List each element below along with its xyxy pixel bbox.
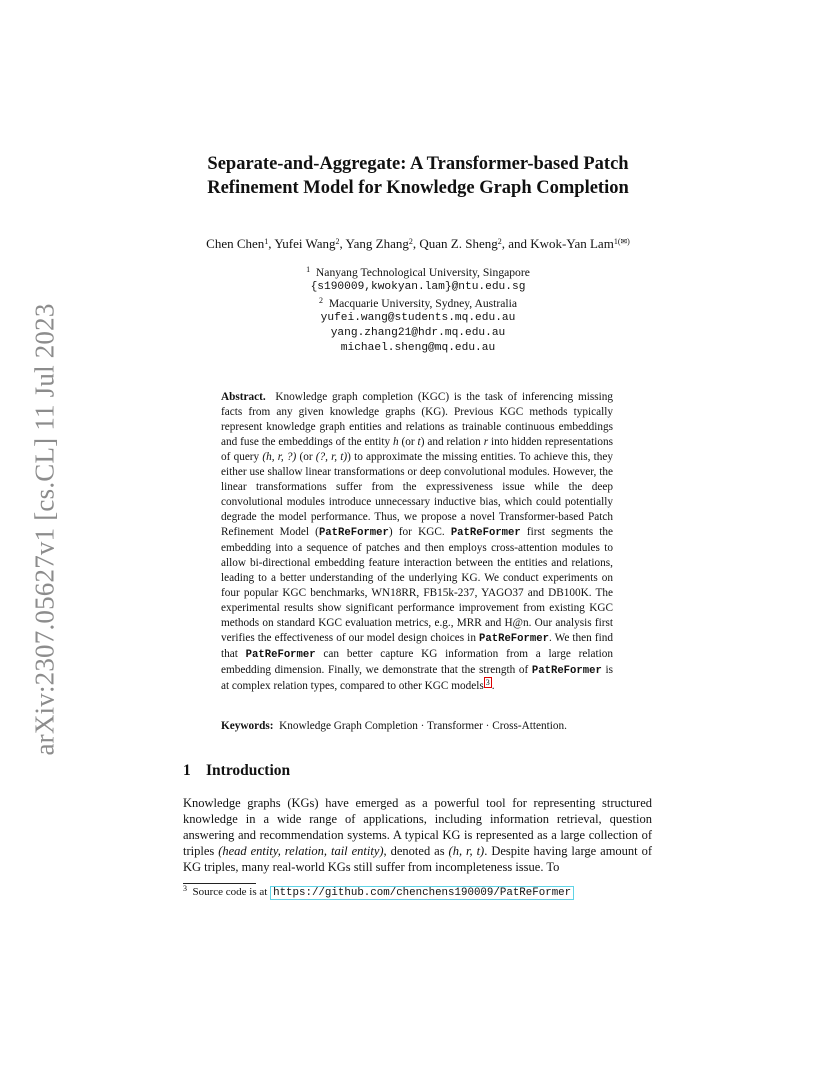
corresponding-author-mark: 1(✉) [613,237,630,246]
affiliation-2-email[interactable]: michael.sheng@mq.edu.au [340,342,496,355]
source-code-link[interactable]: https://github.com/chenchens190009/PatReFormer [270,886,574,900]
author-list [140,235,696,253]
keywords [221,719,613,734]
introduction-paragraph: Knowledge graphs (KGs) have emerged as a powerful tool for representing structured knowledge in a wide range of applications, including information retrieval, question answering and recommendation systems. A typical KG is represented as a large collection of triples (head entity, relation, tail entity), denoted as (h, r, t). Despite having large amount of KG triples, many real-world KGs still suffer from incompleteness issue. To [183,796,653,874]
affiliations [200,265,636,357]
author: Yufei Wang$^2$, [274,236,346,251]
section-title: Introduction [206,762,291,779]
model-name: PatReFormer [245,649,316,661]
author: Kwok-Yan Lam$^{1(✉)}$ [530,236,630,251]
footnote: $^3$ Source code is at https://github.com/chenchens190009/PatReFormer [183,885,652,901]
arxiv-identifier[interactable]: arXiv:2307.05627v1 [cs.CL] 11 Jul 2023 [29,302,60,756]
model-name: PatReFormer [479,633,549,645]
paper-title [140,152,696,200]
author: Yang Zhang$^2$, [345,236,420,251]
affiliation-2: $^2$ Macquarie University, Sydney, Australia [319,295,517,310]
abstract: Abstract. Knowledge graph completion (KGC) is the task of inferencing missing facts from any given knowledge graphs (KG). Previous KGC methods typically represent knowledge graph entities and relations as trainable continuous embeddings and fuse the embeddings of the entity h (or t) and relation r into hidden representations of query (h, r, ?) (or (?, r, t)) to approximate the missing entities. To achieve this, they either use shallow linear transformations or deep convolutional modules. However, the linear transformations suffer from the expressiveness issue while the deep convolutional modules introduce unnecessary inductive bias, which could potentially degrade the model performance. Thus, we propose a novel Transformer-based Patch Refinement Model (PatReFormer) for KGC. PatReFormer first segments the embedding into a sequence of patches and then employs cross-attention modules to allow bi-directional embedding feature interaction between the entities and relations, leading to a better understanding of the underlying KG. We conduct experiments on four popular KGC benchmarks, WN18RR, FB15k-237, YAGO37 and DB100K. The experimental results show significant performance improvement from existing KGC methods on standard KGC evaluation metrics, e.g., MRR and H@n. Our analysis first verifies the effectiveness of our model design choices in PatReFormer. We then find that PatReFormer can better capture KG information from a large relation embedding dimension. Finally, we demonstrate that the strength of PatReFormer is at complex relation types, compared to other KGC models $^3$ . [221,391,613,692]
section-number: 1 [183,762,191,779]
footnote-rule [183,883,256,884]
author: Chen Chen$^1$, [206,236,275,251]
model-name: PatReFormer [450,527,521,539]
keywords-text: Knowledge Graph Completion · Transformer · Cross-Attention. [279,720,567,732]
title-line-1: Separate-and-Aggregate: A Transformer-based Patch [207,154,629,174]
model-name: PatReFormer [318,527,389,539]
affiliation-2-email[interactable]: yufei.wang@students.mq.edu.au [320,311,516,324]
affiliation-2-email[interactable]: yang.zhang21@hdr.mq.edu.au [330,327,506,340]
abstract-label: Abstract. [221,391,266,403]
author: Quan Z. Sheng$^2$, and [419,236,531,251]
footnote-number: 3 [183,884,187,893]
model-name: PatReFormer [531,665,602,677]
footnote-ref-link[interactable]: 3 [485,678,490,687]
affiliation-1-email[interactable]: {s190009,kwokyan.lam}@ntu.edu.sg [310,281,526,294]
keywords-label: Keywords: [221,720,274,732]
section-heading [183,761,643,781]
affiliation-1: $^1$ Nanyang Technological University, Singapore [306,265,530,279]
title-line-2: Refinement Model for Knowledge Graph Completion [207,178,629,198]
arxiv-stamp [20,296,70,762]
